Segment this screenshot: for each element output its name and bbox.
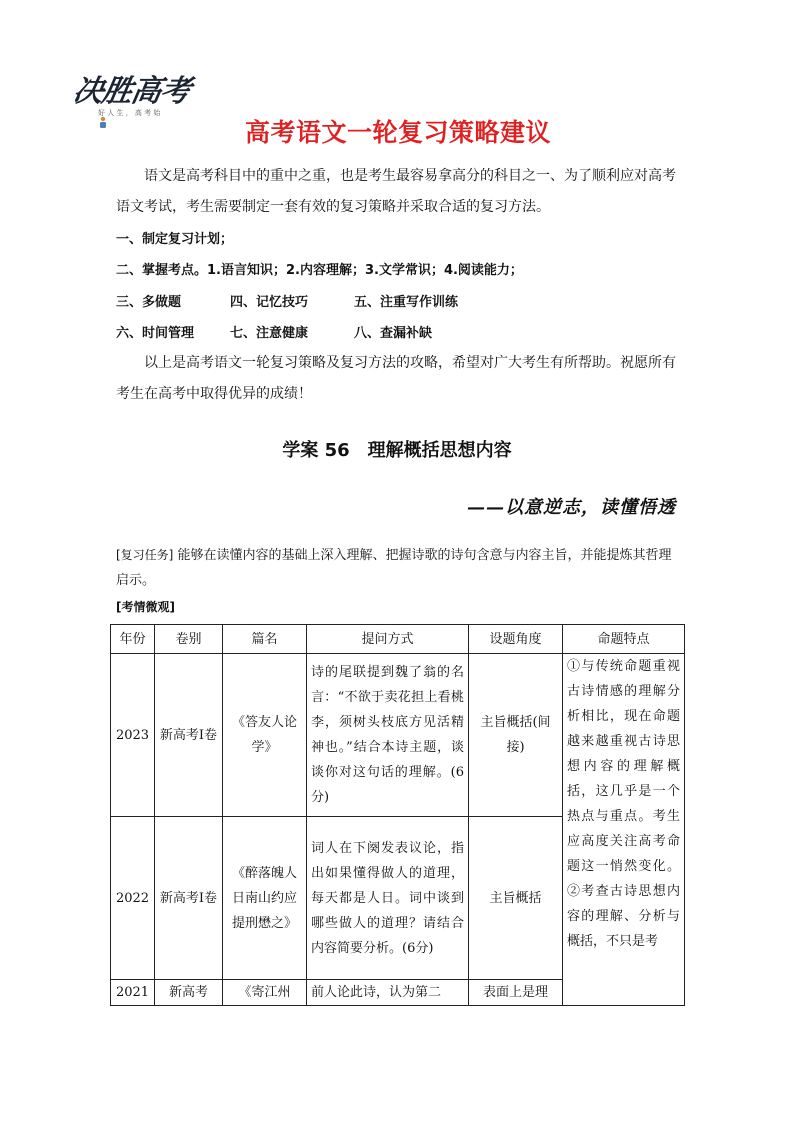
cell-paper: 新高考Ⅰ卷 xyxy=(155,654,223,817)
table-header-row xyxy=(111,625,685,654)
cell-year: 2022 xyxy=(111,817,155,980)
cell-year: 2021 xyxy=(111,980,155,1006)
cell-year: 2023 xyxy=(111,654,155,817)
cell-title: 《醉落魄人日南山约应提刑懋之》 xyxy=(223,817,307,980)
section-subtitle: ——以意逆志，读懂悟透 xyxy=(467,497,676,518)
closing-paragraph: 以上是高考语文一轮复习策略及复习方法的攻略，希望对广大考生有所帮助。祝愿所有考生在高考中取得优异的成绩！ xyxy=(116,355,676,402)
header-title: 篇名 xyxy=(223,625,307,654)
cell-title: 《寄江州 xyxy=(223,980,307,1006)
cell-question: 词人在下阕发表议论，指出如果懂得做人的道理，每天都是人日。词中谈到哪些做人的道理？请结合内容简要分析。(6分) xyxy=(307,817,469,980)
section-title: 学案 56 理解概括思想内容 xyxy=(282,440,512,461)
header-angle: 设题角度 xyxy=(469,625,563,654)
point-4: 四、记忆技巧 xyxy=(230,295,309,310)
header-question: 提问方式 xyxy=(307,625,469,654)
logo-subtext: 好 人 生 ， 高 考 始 xyxy=(98,109,161,117)
point-6: 六、时间管理 xyxy=(116,326,195,341)
point-7: 七、注意健康 xyxy=(230,326,309,341)
exam-analysis-tag: [考情微观] xyxy=(116,600,175,614)
point-3: 三、多做题 xyxy=(116,295,182,310)
point-5: 五、注重写作训练 xyxy=(354,295,459,310)
cell-angle: 主旨概括 xyxy=(469,817,563,980)
header-paper: 卷别 xyxy=(155,625,223,654)
exam-table xyxy=(110,624,685,1006)
header-year: 年份 xyxy=(111,625,155,654)
point-2: 二、掌握考点。1.语言知识；2.内容理解；3.文学常识；4.阅读能力； xyxy=(116,263,523,278)
cell-question: 前人论此诗，认为第二 xyxy=(307,980,469,1006)
logo-text: 决胜高考 xyxy=(70,74,193,109)
cell-title: 《答友人论学》 xyxy=(223,654,307,817)
review-task-text: 能够在读懂内容的基础上深入理解、把握诗歌的诗句含意与内容主旨，并能提炼其哲理启示。 xyxy=(116,548,672,588)
cell-feature: ①与传统命题重视古诗情感的理解分析相比，现在命题越来越重视古诗思想内容的理解概括，这几乎是一个热点与重点。考生应高度关注高考命题这一悄然变化。②考查古诗思想内容的理解、分析与概括，不只是考 xyxy=(563,654,685,1006)
table-row xyxy=(111,654,685,817)
cell-paper: 新高考 xyxy=(155,980,223,1006)
intro-paragraph: 语文是高考科目中的重中之重，也是考生最容易拿高分的科目之一、为了顺利应对高考语文考试，考生需要制定一套有效的复习策略并采取合适的复习方法。 xyxy=(116,168,676,215)
page-title: 高考语文一轮复习策略建议 xyxy=(244,118,551,147)
cell-question: 诗的尾联提到魏了翁的名言：“不欲于卖花担上看桃李，须树头枝底方见活精神也。”结合本诗主题，谈谈你对这句话的理解。(6分) xyxy=(307,654,469,817)
cell-angle: 表面上是理 xyxy=(469,980,563,1006)
review-task xyxy=(116,543,682,593)
review-task-tag: [复习任务] xyxy=(116,548,174,562)
cell-angle: 主旨概括(间接) xyxy=(469,654,563,817)
cell-paper: 新高考Ⅰ卷 xyxy=(155,817,223,980)
header-feature: 命题特点 xyxy=(563,625,685,654)
point-1: 一、制定复习计划； xyxy=(116,232,234,247)
point-8: 八、查漏补缺 xyxy=(354,326,433,341)
